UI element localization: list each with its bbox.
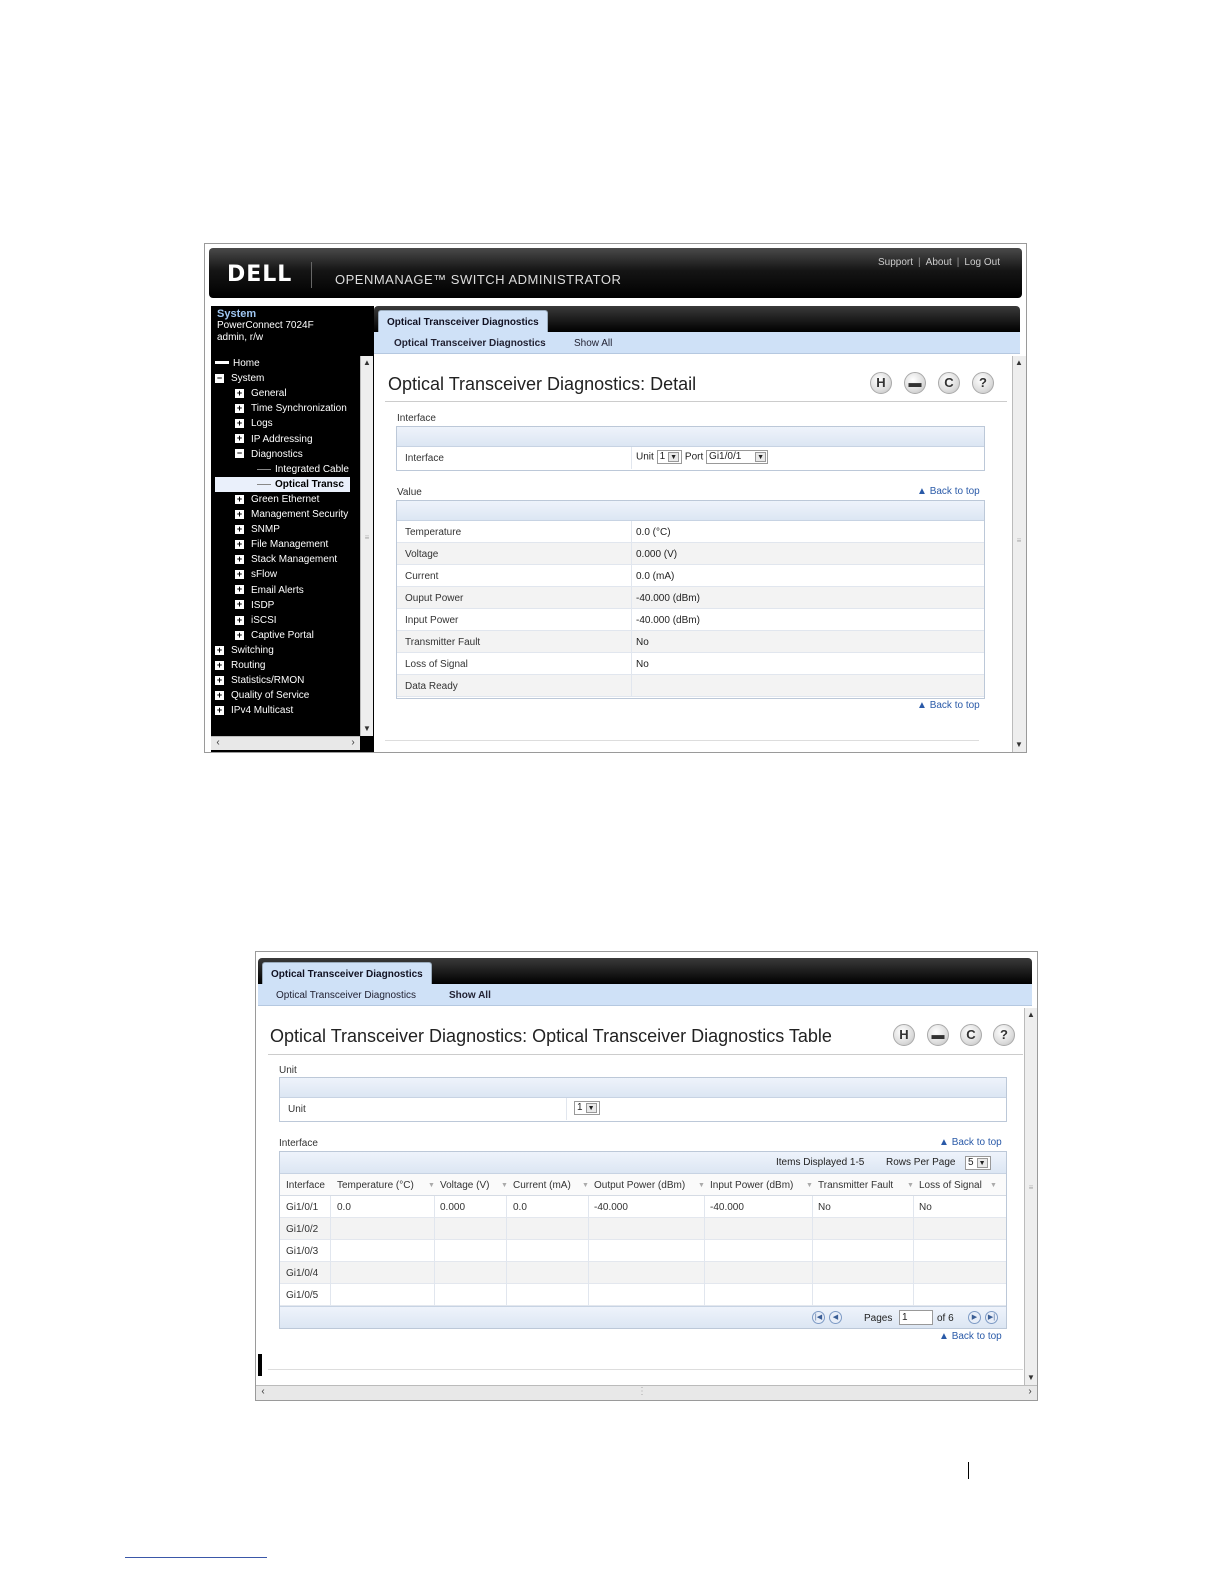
table-screenshot [255,951,1038,1401]
table-row[interactable] [280,1284,1006,1306]
print-icon[interactable]: ▬ [927,1024,949,1046]
sidebar-item-label: IP Addressing [251,433,313,445]
table-row[interactable] [280,1218,1006,1240]
system-model: PowerConnect 7024F [217,320,314,331]
plus-icon[interactable]: + [236,584,243,595]
table-cell: Gi1/0/1 [286,1202,319,1213]
plus-icon[interactable]: + [236,599,243,610]
sidebar-item-label: Home [233,358,260,369]
page-footer-line [125,1557,267,1558]
table-cell: 0.000 [440,1202,466,1213]
table-cell: No [818,1202,831,1213]
sidebar-hscroll[interactable] [211,736,360,750]
plus-icon[interactable]: + [236,523,243,534]
tab-bar [258,958,1032,984]
value-row-value: No [636,659,649,670]
back-to-top-link[interactable]: ▲ Back to top [917,486,980,497]
sidebar-item[interactable] [211,492,319,507]
page-input[interactable]: 1 [899,1310,933,1325]
column-header[interactable]: Temperature (°C) [337,1180,414,1191]
value-row [397,565,984,587]
pages-label: Pages [864,1313,893,1324]
table-cell: 0.0 [337,1202,351,1213]
table-cell: Gi1/0/4 [286,1268,319,1279]
sidebar-item-label: IPv4 Multicast [231,705,294,717]
sort-arrow-icon[interactable]: ▼ [907,1182,914,1189]
home-minus-icon[interactable] [215,361,229,364]
sidebar-item[interactable] [211,613,277,628]
unit-section-label: Unit [279,1065,297,1076]
plus-icon[interactable]: + [216,674,223,685]
unit-port-selector [636,450,768,464]
subtab-show-all[interactable]: Show All [449,990,491,1001]
column-header[interactable]: Input Power (dBm) [710,1180,794,1191]
value-row-value: -40.000 (dBm) [636,615,700,626]
plus-icon[interactable]: + [236,418,243,429]
dropdown-arrow-icon[interactable]: ▼ [586,1103,597,1113]
plus-icon[interactable]: + [236,433,243,444]
detail-screenshot [204,243,1027,753]
sidebar-item[interactable] [211,628,314,643]
sidebar-item-label: Logs [251,418,273,430]
value-row-value: -40.000 (dBm) [636,593,700,604]
port-label: Port [684,451,704,463]
table-cell: 0.0 [513,1202,527,1213]
sort-arrow-icon[interactable]: ▼ [806,1182,813,1189]
value-row-value: 0.0 (°C) [636,527,671,538]
sidebar-item-label: iSCSI [251,614,277,626]
interface-section-label: Interface [397,413,436,424]
sidebar-item-label: Optical Transc [275,478,344,490]
page-title: Optical Transceiver Diagnostics: Optical Transceiver Diagnostics Table [270,1026,832,1046]
bottom-divider [268,1369,1023,1370]
scroll-down-icon[interactable]: ▼ [1015,740,1023,749]
scroll-down-icon[interactable]: ▼ [363,724,371,733]
scroll-left-icon[interactable]: ‹ [261,1386,265,1397]
title-divider [268,1054,1023,1055]
system-user: admin, r/w [217,332,264,343]
value-row-label: Ouput Power [405,593,464,604]
value-row-label: Loss of Signal [405,659,468,670]
value-row-label: Current [405,571,439,582]
table-body [280,1196,1006,1306]
sidebar-item-label: Email Alerts [251,584,304,596]
refresh-icon[interactable]: C [938,372,960,394]
sidebar-item[interactable] [211,447,303,462]
scroll-left-icon[interactable]: ‹ [216,737,220,748]
value-row-label: Data Ready [405,681,458,692]
sidebar-item-label: Statistics/RMON [231,675,305,687]
minus-icon[interactable]: − [216,372,223,383]
sidebar-item-label: Quality of Service [231,690,310,702]
sidebar-item[interactable] [215,477,350,492]
table-row[interactable] [280,1240,1006,1262]
scroll-grip-icon[interactable]: ≡ [364,533,370,542]
sidebar-vscroll[interactable] [360,356,373,736]
sidebar-item-label: Captive Portal [251,629,314,641]
next-page-icon[interactable]: ▶ [968,1311,981,1324]
tree-connector-icon [257,484,271,485]
unit-box [279,1077,1007,1122]
unit-select[interactable]: 1 ▼ [574,1101,600,1115]
page-title: Optical Transceiver Diagnostics: Detail [388,374,697,394]
value-row [397,587,984,609]
table-row[interactable] [280,1196,1006,1218]
sort-arrow-icon[interactable]: ▼ [582,1182,589,1189]
table-toolbar [280,1152,1006,1174]
table-row[interactable] [280,1262,1006,1284]
sort-arrow-icon[interactable]: ▼ [428,1182,435,1189]
value-row-label: Voltage [405,549,439,560]
system-title: System [217,308,257,320]
dropdown-arrow-icon[interactable]: ▼ [977,1158,988,1168]
help-icon[interactable]: ? [993,1024,1015,1046]
tree-connector-icon [257,469,271,470]
plus-icon[interactable]: + [236,388,243,399]
plus-icon[interactable]: + [236,554,243,565]
dropdown-arrow-icon[interactable]: ▼ [668,452,679,462]
sidebar-item[interactable] [211,432,313,447]
system-info [217,308,372,352]
sidebar-item[interactable] [211,462,349,477]
sidebar-item-label: Diagnostics [251,448,303,460]
sidebar-item-label: Management Security [251,509,349,520]
save-icon[interactable]: H [893,1024,915,1046]
minus-icon[interactable]: − [236,448,243,459]
sidebar-item-label: File Management [251,539,329,551]
help-icon[interactable]: ? [972,372,994,394]
value-box [396,500,985,699]
table-cell: -40.000 [594,1202,628,1213]
save-icon[interactable]: H [870,372,892,394]
sidebar-item[interactable] [211,371,264,386]
sidebar-item[interactable] [211,522,280,537]
value-row-label: Transmitter Fault [405,637,481,648]
scroll-right-icon[interactable]: › [1028,1386,1032,1397]
table-cell: No [919,1202,932,1213]
column-header[interactable]: Voltage (V) [440,1180,490,1191]
value-row-value: 0.000 (V) [636,549,678,560]
sidebar-item[interactable] [211,583,304,598]
logo-divider [311,262,312,288]
column-header[interactable]: Transmitter Fault [818,1180,894,1191]
back-to-top-link[interactable]: ▲ Back to top [939,1137,1002,1148]
sidebar-item[interactable] [211,688,309,703]
items-displayed: Items Displayed 1-5 [776,1157,865,1168]
unit-row [280,1098,1006,1120]
table-cell: -40.000 [710,1202,744,1213]
plus-icon[interactable]: + [236,539,243,550]
table-cell: Gi1/0/2 [286,1224,319,1235]
interface-section-label: Interface [279,1138,318,1149]
last-page-icon[interactable]: ▶| [985,1311,998,1324]
nav-tree [211,356,359,736]
value-section-label: Value [397,487,422,498]
of-pages: of 6 [937,1313,954,1324]
product-name: OPENMANAGE™ SWITCH ADMINISTRATOR [335,272,622,287]
scroll-up-icon[interactable]: ▲ [1027,1010,1035,1019]
sidebar-item-label: Switching [231,644,274,656]
frame-edge [258,1354,262,1376]
sidebar-item[interactable] [211,552,337,567]
interface-box [396,426,985,471]
plus-icon[interactable]: + [216,690,223,701]
subtab-show-all[interactable]: Show All [574,338,613,349]
plus-icon[interactable]: + [236,614,243,625]
main-hscroll[interactable] [256,1385,1037,1400]
interface-label: Interface [405,453,444,464]
value-row [397,675,984,697]
unit-select[interactable]: 1 ▼ [657,450,683,464]
tab-optical-transceiver-diagnostics[interactable]: Optical Transceiver Diagnostics [378,310,548,332]
plus-icon[interactable]: + [216,644,223,655]
dell-logo: DELL [227,262,293,287]
back-to-top-link[interactable]: ▲ Back to top [939,1331,1002,1342]
value-row-label: Temperature [405,527,462,538]
port-select[interactable]: Gi1/0/1 ▼ [706,450,768,464]
subtab-optical-diagnostics[interactable]: Optical Transceiver Diagnostics [394,338,546,349]
plus-icon[interactable]: + [236,569,243,580]
sidebar-item-label: SNMP [251,524,280,536]
value-row [397,609,984,631]
top-links: Support | About | Log Out [878,257,1000,268]
value-row [397,543,984,565]
sidebar-item[interactable] [211,643,274,658]
sidebar-item-label: Integrated Cable [275,463,349,475]
column-header[interactable]: Current (mA) [513,1180,571,1191]
sidebar-item[interactable] [211,386,287,401]
logout-link[interactable]: Log Out [964,257,1000,268]
sidebar-item-label: Routing [231,660,266,671]
main-vscroll[interactable] [1012,356,1026,752]
refresh-icon[interactable]: C [960,1024,982,1046]
scroll-grip-icon[interactable]: ⋮ [637,1386,647,1397]
value-row [397,631,984,653]
sidebar-item[interactable] [211,567,277,582]
header-banner [209,248,1022,298]
value-row-label: Input Power [405,615,459,626]
value-row [397,521,984,543]
sidebar-item[interactable] [211,356,260,371]
column-header[interactable]: Output Power (dBm) [594,1180,686,1191]
about-link[interactable]: About [925,257,952,268]
sidebar-item[interactable] [211,401,347,416]
plus-icon[interactable]: + [236,403,243,414]
rows-per-page-select[interactable]: 5 ▼ [965,1156,991,1170]
column-header[interactable]: Loss of Signal [919,1180,982,1191]
value-row-value: No [636,637,649,648]
sidebar-item[interactable] [211,703,293,718]
scroll-down-icon[interactable]: ▼ [1027,1373,1035,1382]
plus-icon[interactable]: + [216,659,223,670]
sidebar-item-label: ISDP [251,599,275,611]
bottom-divider [385,740,979,741]
unit-label: Unit [288,1104,306,1115]
table-header [280,1174,1006,1196]
scroll-right-icon[interactable]: › [351,737,355,748]
rows-per-page-label: Rows Per Page [886,1157,956,1168]
sort-arrow-icon[interactable]: ▼ [501,1182,508,1189]
subtab-bar [258,984,1032,1006]
unit-label: Unit [636,451,654,463]
value-row [397,653,984,675]
value-box-header [397,501,984,521]
sort-arrow-icon[interactable]: ▼ [698,1182,705,1189]
sidebar-item[interactable] [211,416,273,431]
interface-box-header [397,427,984,447]
column-header[interactable]: Interface [286,1180,325,1191]
sidebar [211,306,374,752]
page-footer-bar [968,1462,969,1479]
table-cell: Gi1/0/3 [286,1246,319,1257]
subtab-bar [374,332,1020,354]
sidebar-item[interactable] [211,673,304,688]
prev-page-icon[interactable]: ◀ [829,1311,842,1324]
dropdown-arrow-icon[interactable]: ▼ [755,452,766,462]
title-divider [385,401,1007,402]
interface-row [397,447,984,469]
sidebar-item-label: System [231,373,265,385]
support-link[interactable]: Support [878,257,914,268]
table-cell: Gi1/0/5 [286,1290,319,1301]
sidebar-item-label: Time Synchronization [251,403,347,415]
sidebar-item-label: Green Ethernet [251,493,320,505]
plus-icon[interactable]: + [216,705,223,716]
sidebar-item-label: Stack Management [251,554,338,566]
sort-arrow-icon[interactable]: ▼ [990,1182,997,1189]
tab-optical-transceiver-diagnostics[interactable]: Optical Transceiver Diagnostics [262,962,432,984]
sidebar-item[interactable] [211,537,328,552]
subtab-optical-diagnostics[interactable]: Optical Transceiver Diagnostics [276,990,417,1001]
diagnostics-table [279,1151,1007,1329]
main-vscroll[interactable] [1024,1008,1037,1385]
sidebar-item-label: General [251,388,287,400]
scroll-up-icon[interactable]: ▲ [363,358,371,367]
scroll-up-icon[interactable]: ▲ [1015,358,1023,367]
table-pager [280,1306,1006,1328]
scroll-grip-icon[interactable]: ≡ [1028,1183,1034,1192]
plus-icon[interactable]: + [236,629,243,640]
plus-icon[interactable]: + [236,508,243,519]
sidebar-item[interactable] [211,507,348,522]
sidebar-item-label: sFlow [251,569,278,581]
value-row-value: 0.0 (mA) [636,571,675,582]
print-icon[interactable]: ▬ [904,372,926,394]
scroll-grip-icon[interactable]: ≡ [1016,536,1022,545]
tab-bar [374,306,1020,332]
sidebar-item[interactable] [211,658,265,673]
first-page-icon[interactable]: |◀ [812,1311,825,1324]
sidebar-item[interactable] [211,598,274,613]
plus-icon[interactable]: + [236,493,243,504]
back-to-top-link[interactable]: ▲ Back to top [917,700,980,711]
unit-box-header [280,1078,1006,1098]
